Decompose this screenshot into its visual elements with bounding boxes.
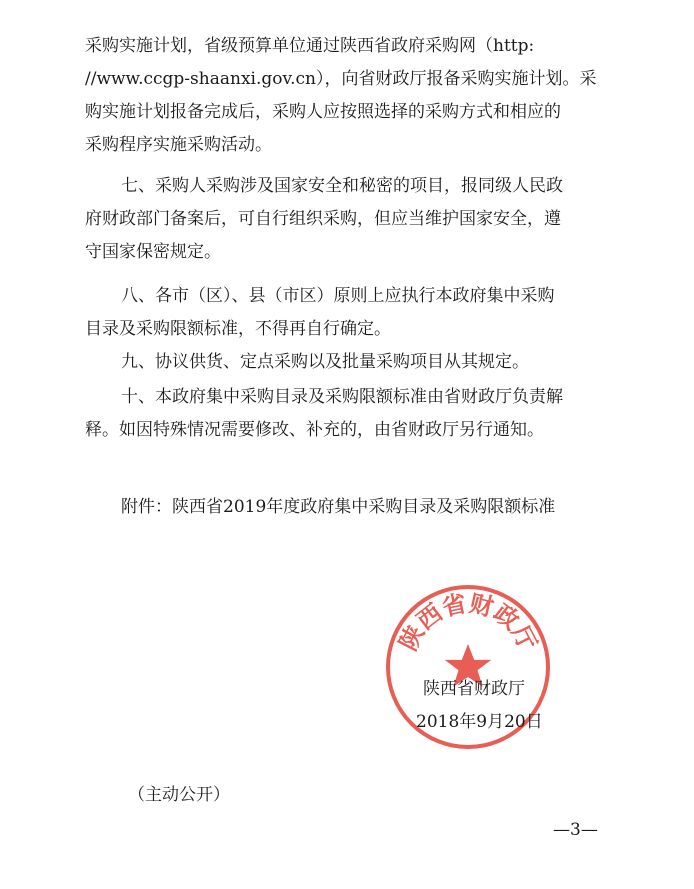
- signature-org: 陕西省财政厅: [423, 679, 525, 699]
- text-line: 购实施计划报备完成后，采购人应按照选择的采购方式和相应的: [85, 102, 561, 122]
- disclosure-note: （主动公开）: [128, 785, 230, 805]
- text-line: 九、协议供货、定点采购以及批量采购项目从其规定。: [121, 352, 529, 372]
- page-number: —3—: [553, 820, 598, 840]
- text-line: 释。如因特殊情况需要修改、补充的，由省财政厅另行通知。: [85, 420, 544, 440]
- text-line: //www.ccgp-shaanxi.gov.cn），向省财政厅报备采购实施计划。采: [85, 69, 597, 89]
- text-line: 采购实施计划，省级预算单位通过陕西省政府采购网（http:: [85, 36, 535, 56]
- paragraph-item-8: [85, 280, 615, 346]
- paragraph-procurement-plan: [85, 30, 615, 162]
- paragraph-item-10: [85, 381, 615, 447]
- text-line: 目录及采购限额标准，不得再自行确定。: [85, 319, 391, 339]
- text-line: 府财政部门备案后，可自行组织采购，但应当维护国家安全，遵: [85, 209, 561, 229]
- text-line: 采购程序实施采购活动。: [85, 135, 272, 155]
- attachment-line: 附件：陕西省2019年度政府集中采购目录及采购限额标准: [121, 497, 556, 517]
- text-line: 八、各市（区）、县（市区）原则上应执行本政府集中采购: [121, 286, 555, 306]
- signature-date: 2018年9月20日: [416, 712, 543, 732]
- text-line: 七、采购人采购涉及国家安全和秘密的项目，报同级人民政: [121, 176, 563, 196]
- paragraph-item-9: [85, 346, 615, 379]
- text-line: 十、本政府集中采购目录及采购限额标准由省财政厅负责解: [121, 387, 563, 407]
- text-line: 守国家保密规定。: [85, 242, 221, 262]
- seal-text: 陕西省财政厅: [394, 589, 542, 656]
- paragraph-item-7: [85, 170, 615, 269]
